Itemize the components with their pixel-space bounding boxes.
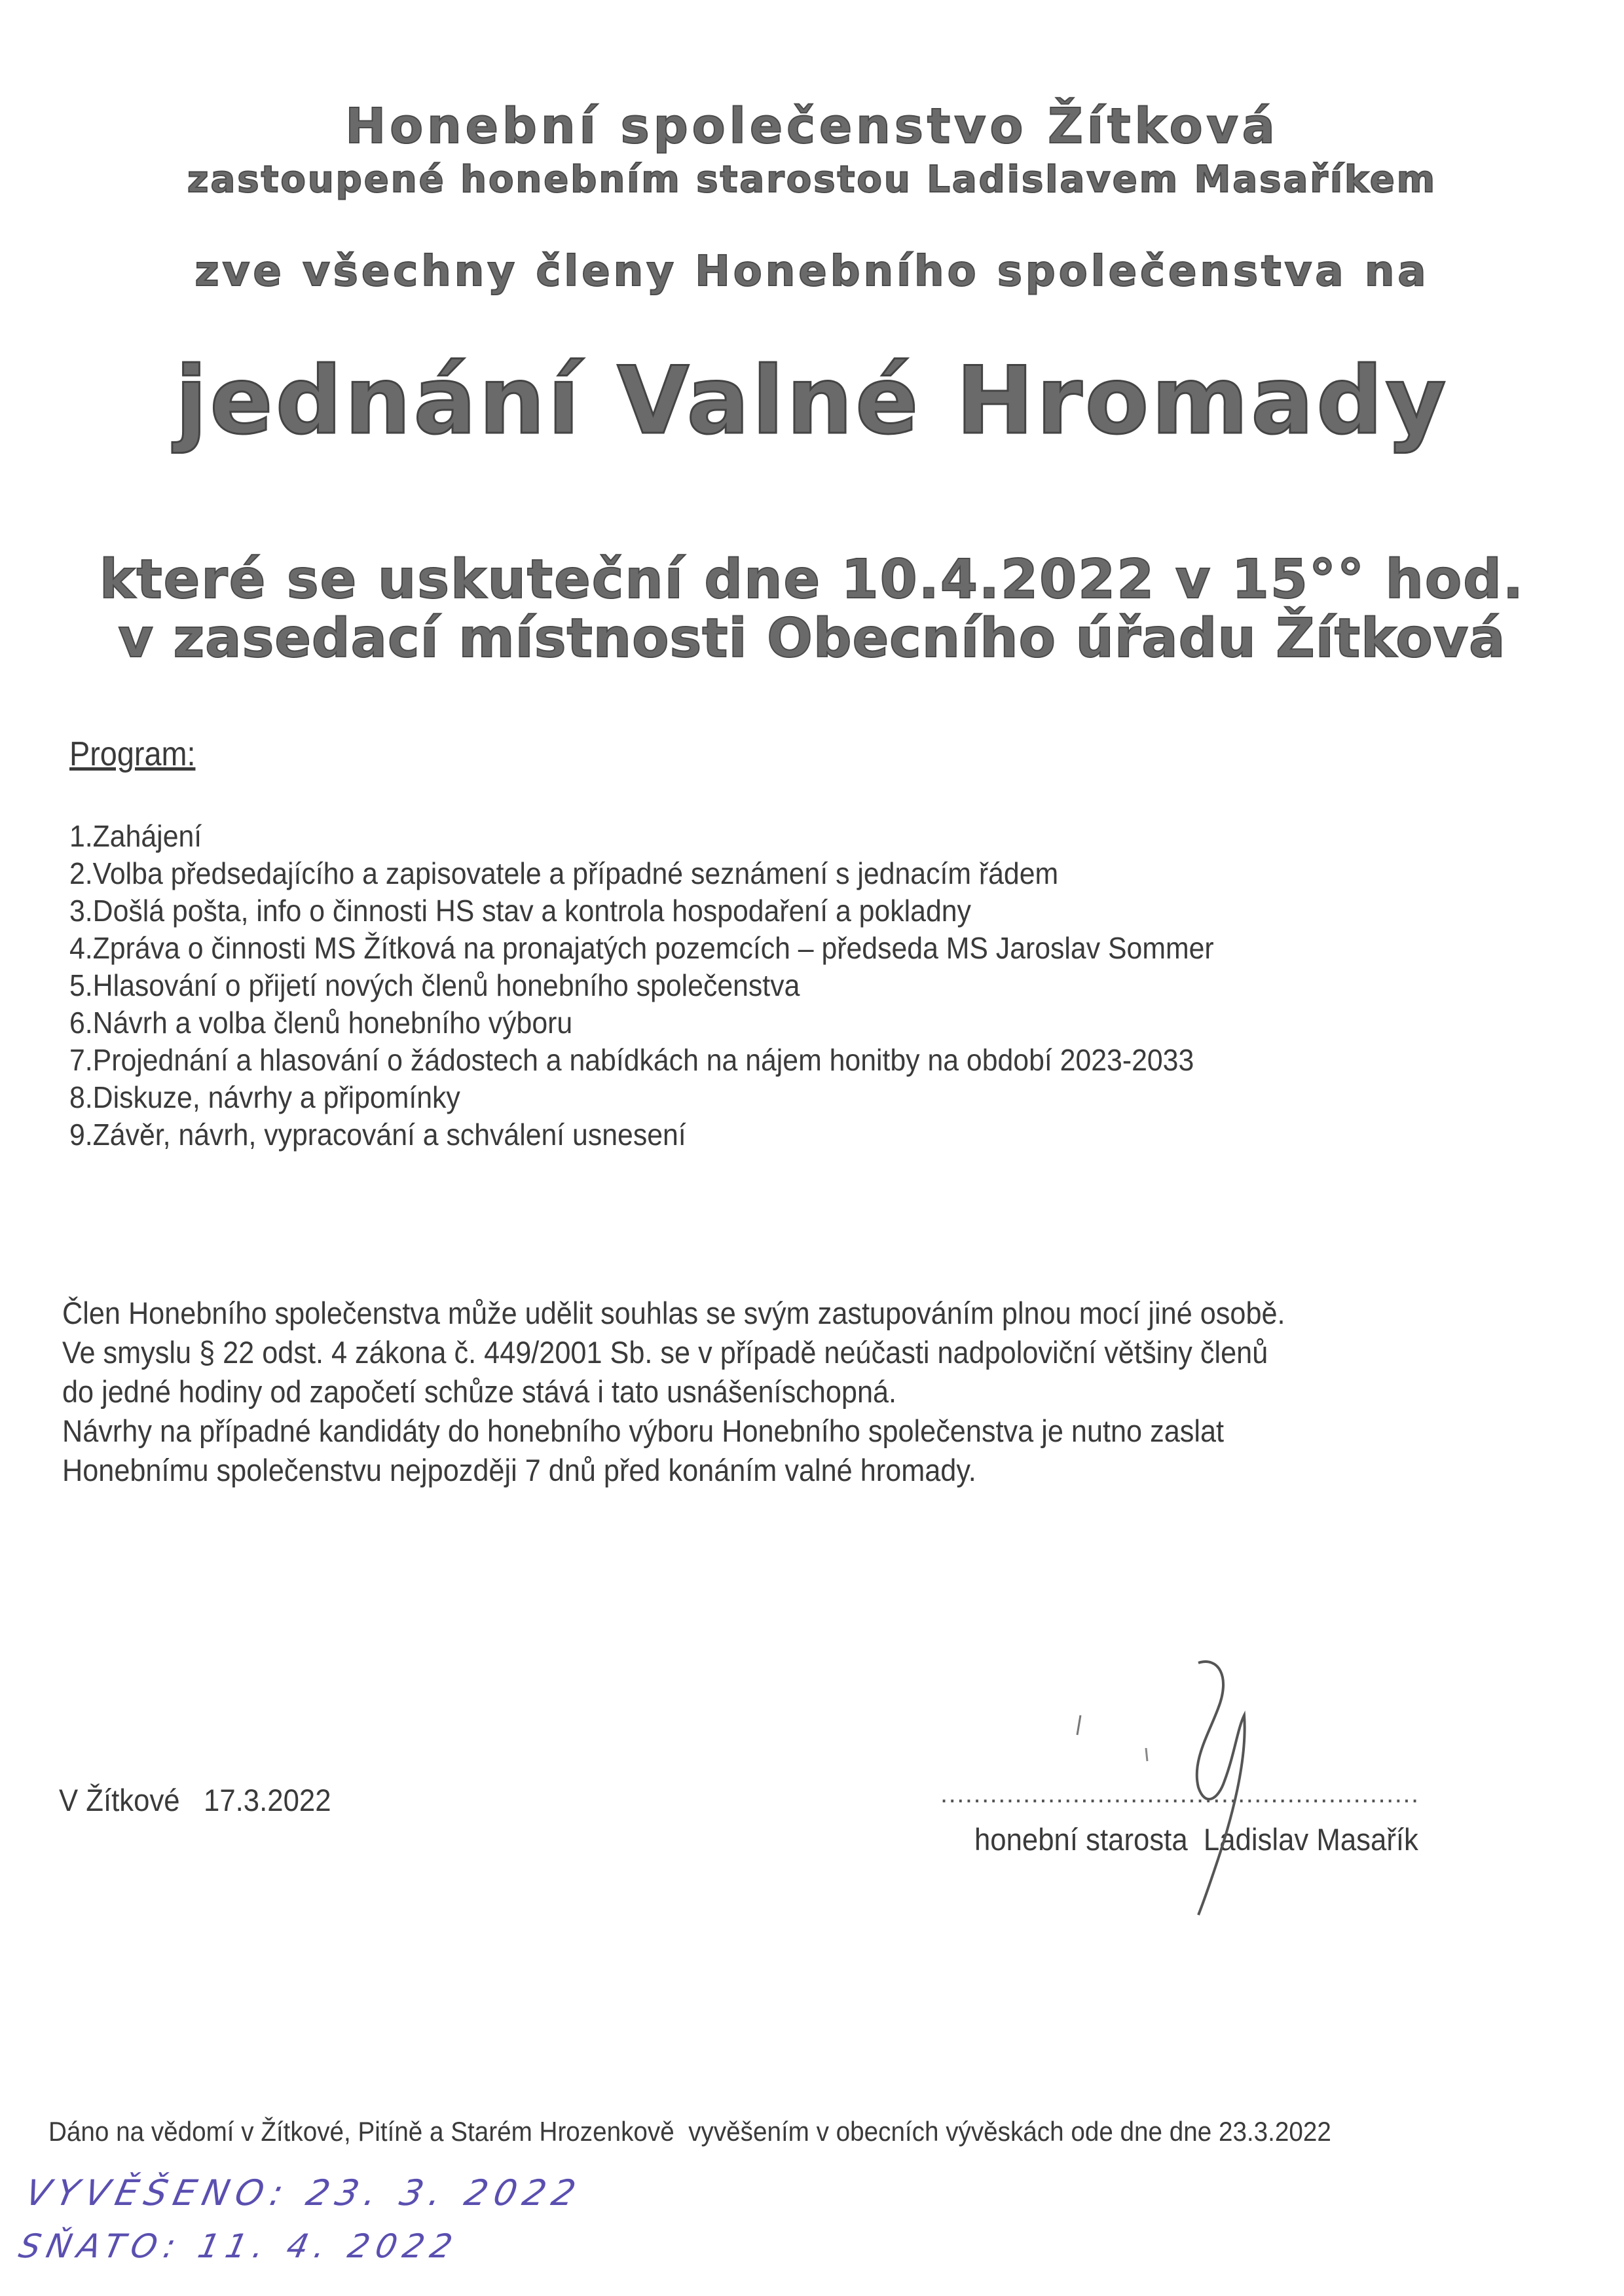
posted-stamp-handwritten: VYVĚŠENO: 23. 3. 2022 [22, 2172, 586, 2214]
list-item: 4.Zpráva o činnosti MS Žítková na pronajatých pozemcích – předseda MS Jaroslav Sommer [69, 931, 1214, 965]
signatory-name: honební starosta Ladislav Masařík [974, 1822, 1418, 1857]
removed-stamp-handwritten: SŇATO: 11. 4. 2022 [15, 2227, 462, 2265]
signature-line: .......................................................... [940, 1779, 1420, 1808]
org-name: Honební společenstvo Žítková [345, 98, 1279, 155]
list-item: 8.Diskuze, návrhy a připomínky [69, 1080, 460, 1114]
list-item: 9.Závěr, návrh, vypracování a schválení usnesení [69, 1118, 686, 1152]
invitation-line: zve všechny členy Honebního společenstva na [194, 247, 1430, 296]
notice-line: Návrhy na případné kandidáty do honebního výboru Honebního společenstva je nutno zaslat [62, 1413, 1225, 1448]
list-item: 1.Zahájení [69, 819, 202, 853]
notice-line: Honebnímu společenstvu nejpozději 7 dnů před konáním valné hromady. [62, 1453, 976, 1487]
notice-line: do jedné hodiny od započetí schůze stává i tato usnášeníschopná. [62, 1374, 897, 1409]
represented-by: zastoupené honebním starostou Ladislavem Masaříkem [187, 158, 1437, 201]
meeting-title: jednání Valné Hromady [175, 347, 1449, 455]
meeting-datetime: které se uskuteční dne 10.4.2022 v 15°° hod. [99, 549, 1525, 611]
list-item: 7.Projednání a hlasování o žádostech a nabídkách na nájem honitby na období 2023-2033 [69, 1043, 1194, 1077]
place-date: V Žítkové 17.3.2022 [59, 1783, 331, 1817]
list-item: 3.Došlá pošta, info o činnosti HS stav a kontrola hospodaření a pokladny [69, 894, 971, 928]
notice-line: Člen Honebního společenstva může udělit souhlas se svým zastupováním plnou mocí jiné osobě. [62, 1296, 1285, 1330]
handwritten-signature [1048, 1650, 1323, 1925]
notice-line: Ve smyslu § 22 odst. 4 zákona č. 449/2001 Sb. se v případě neúčasti nadpoloviční většiny členů [62, 1335, 1268, 1370]
program-heading: Program: [69, 735, 196, 773]
list-item: 2.Volba předsedajícího a zapisovatele a případné seznámení s jednacím řádem [69, 856, 1059, 890]
list-item: 6.Návrh a volba členů honebního výboru [69, 1006, 573, 1040]
publication-note: Dáno na vědomí v Žítkové, Pitíně a Starém Hrozenkově vyvěšením v obecních vývěskách ode dne dne 23.3.2022 [48, 2116, 1331, 2147]
list-item: 5.Hlasování o přijetí nových členů honebního společenstva [69, 968, 800, 1002]
meeting-location: v zasedací místnosti Obecního úřadu Žítková [118, 608, 1506, 670]
